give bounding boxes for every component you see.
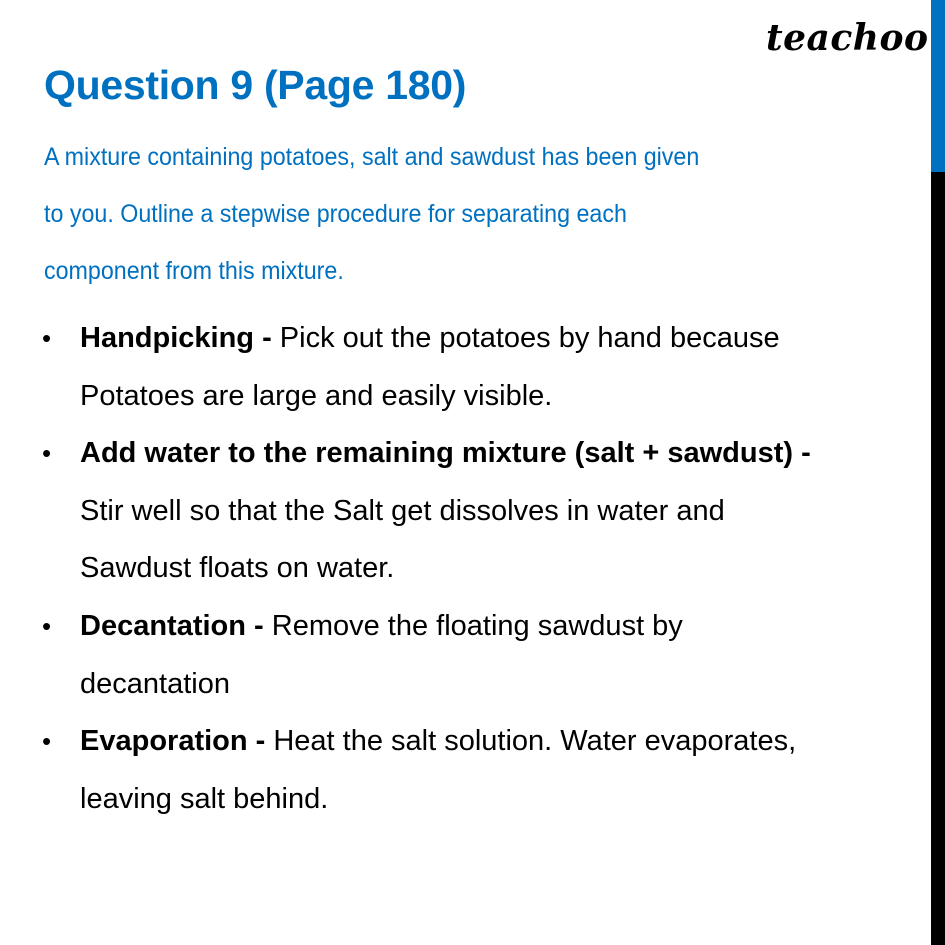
answer-line	[80, 321, 780, 355]
question-line: component from this mixture.	[44, 257, 344, 285]
side-accent-bar-blue	[931, 0, 945, 172]
page-title: Question 9 (Page 180)	[44, 62, 467, 108]
bullet-icon: •	[42, 726, 52, 756]
question-line: to you. Outline a stepwise procedure for separating each	[44, 200, 627, 228]
step-heading: Handpicking -	[80, 322, 280, 354]
step-text: Pick out the potatoes by hand because	[279, 322, 780, 354]
step-heading: Evaporation -	[80, 725, 274, 757]
teachoo-logo: teachoo	[766, 17, 929, 59]
side-accent-bar-black	[931, 172, 945, 945]
question-line: A mixture containing potatoes, salt and sawdust has been given	[44, 143, 700, 171]
answer-line: Potatoes are large and easily visible.	[80, 380, 553, 412]
answer-line	[80, 436, 811, 470]
answer-line: decantation	[80, 668, 230, 700]
bullet-icon: •	[42, 611, 52, 641]
bullet-icon: •	[42, 323, 52, 353]
step-text: Heat the salt solution. Water evaporates,	[273, 725, 797, 757]
step-heading: Decantation -	[80, 610, 272, 642]
bullet-icon: •	[42, 438, 52, 468]
answer-line	[80, 609, 683, 643]
step-heading: Add water to the remaining mixture (salt + sawdust) -	[80, 437, 811, 469]
answer-line	[80, 724, 796, 758]
step-text: Remove the floating sawdust by	[271, 610, 683, 642]
answer-line: leaving salt behind.	[80, 783, 329, 815]
answer-line: Sawdust floats on water.	[80, 552, 395, 584]
answer-line: Stir well so that the Salt get dissolves in water and	[80, 495, 725, 527]
